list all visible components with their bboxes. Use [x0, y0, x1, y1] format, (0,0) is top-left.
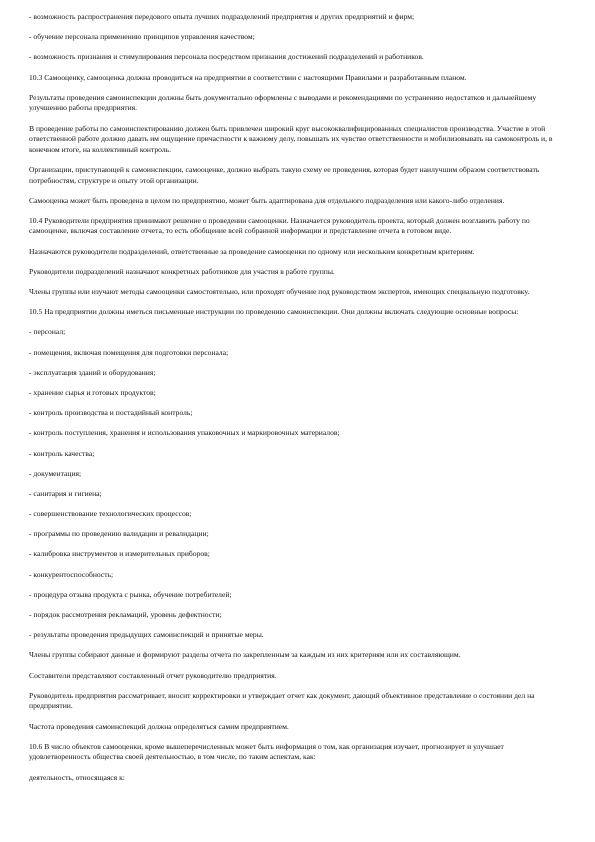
paragraph-31: Составители представляют составленный отчет руководителю предприятия.: [29, 670, 277, 680]
list-item: - порядок рассмотрения рекламаций, уровень дефектности;: [29, 610, 222, 620]
list-item: - эксплуатация зданий и оборудования;: [29, 367, 156, 377]
list-item: - контроль качества;: [29, 448, 95, 458]
list-item: - калибровка инструментов и измерительных приборов;: [29, 549, 210, 559]
paragraph-06: В проведение работы по самоинспектированию должен быть привлечен широкий круг высококвалифицированных специалистов производства. Участие в этой ответственной работе должно давать им ощущение причастности к важному делу, повышать их чувство ответственности и мобилизовывать на самоконтроль и, в конечном итоге, на коллективный контроль.: [29, 123, 553, 154]
paragraph-33: Частота проведения самоинспекций должна определяться самим предприятием.: [29, 721, 289, 731]
paragraph-32: Руководитель предприятия рассматривает, вносит корректировки и утверждает отчет как документ, дающий объективное представление о состоянии дел на предприятии.: [29, 690, 535, 711]
list-item: - программы по проведению валидации и ревалидации;: [29, 529, 209, 539]
list-item: - санитария и гигиена;: [29, 488, 102, 498]
list-item: - документация;: [29, 468, 82, 478]
paragraph-35: деятельность, относящаяся к:: [29, 772, 125, 782]
list-item: - процедура отзыва продукта с рынка, обучение потребителей;: [29, 589, 232, 599]
paragraph-34: 10.6 В число объектов самооценки, кроме вышеперечисленных может быть информация о том, как организация изучает, прогнозирует и улучшает удовлетворенность общества своей деятельностью, в том числе, по таким аспектам, как:: [29, 741, 504, 762]
paragraph-30: Члены группы собирают данные и формируют разделы отчета по закрепленным за каждым из них критериям или их составляющим.: [29, 650, 461, 660]
paragraph-12: Члены группы или изучают методы самооценки самостоятельно, или проходят обучение под руководством экспертов, имеющих специальную подготовку.: [29, 287, 530, 297]
paragraph-07: Организации, приступающей к самоинспекции, самооценке, должно выбрать такую схему ее проведения, которая будет наилучшим образом соответствовать потребностям, структуре и опыту этой организации.: [29, 164, 540, 185]
list-item: - помещения, включая помещения для подготовки персонала;: [29, 347, 229, 357]
paragraph-10: Назначаются руководители подразделений, ответственные за проведение самооценки по одному или нескольким конкретным критериям.: [29, 246, 475, 256]
list-item: - персонал;: [29, 327, 66, 337]
paragraph-01: - возможность распространения передового опыта лучших подразделений предприятия и других предприятий и фирм;: [29, 12, 415, 21]
paragraph-03: - возможность признания и стимулирования персонала посредством признания достижений подразделений и работников.: [29, 52, 424, 62]
paragraph-11: Руководители подразделений назначают конкретных работников для участия в работе группы.: [29, 266, 335, 276]
paragraph-02: - обучение персонала применению принципов управления качеством;: [29, 32, 255, 42]
paragraph-05: Результаты проведения самоинспекции должны быть документально оформлены с выводами и рекомендациями по устранению недостатков и дальнейшему улучшению работы предприятия.: [29, 92, 537, 113]
paragraph-09: 10.4 Руководители предприятия принимают решение о проведении самооценки. Назначается руководитель проекта, который должен возглавить работу по самооценке, включая составление отчета, то есть обобщение всей собранной информации и представление отчета в готовом виде.: [29, 215, 530, 236]
list-item: - хранение сырья и готовых продуктов;: [29, 387, 156, 397]
list-item: - результаты проведения предыдущих самоинспекций и принятые меры.: [29, 630, 264, 640]
list-item: - контроль поступления, хранения и использования упаковочных и маркировочных материалов;: [29, 428, 340, 438]
paragraph-08: Самооценка может быть проведена в целом по предприятию, может быть адаптирована для отдельного подразделения или какого-либо отделения.: [29, 195, 505, 205]
list-item: - совершенствование технологических процессов;: [29, 509, 192, 519]
list-item: - контроль производства и постадийный контроль;: [29, 408, 193, 418]
paragraph-04: 10.3 Самооценку, самооценка должна проводиться на предприятии в соответствии с настоящими Правилами и разработанным планом.: [29, 72, 467, 82]
paragraph-13: 10.5 На предприятии должны иметься письменные инструкции по проведению самоинспекции. Они должны включать следующие основные вопросы:: [29, 307, 519, 317]
list-item: - конкурентоспособность;: [29, 569, 114, 579]
